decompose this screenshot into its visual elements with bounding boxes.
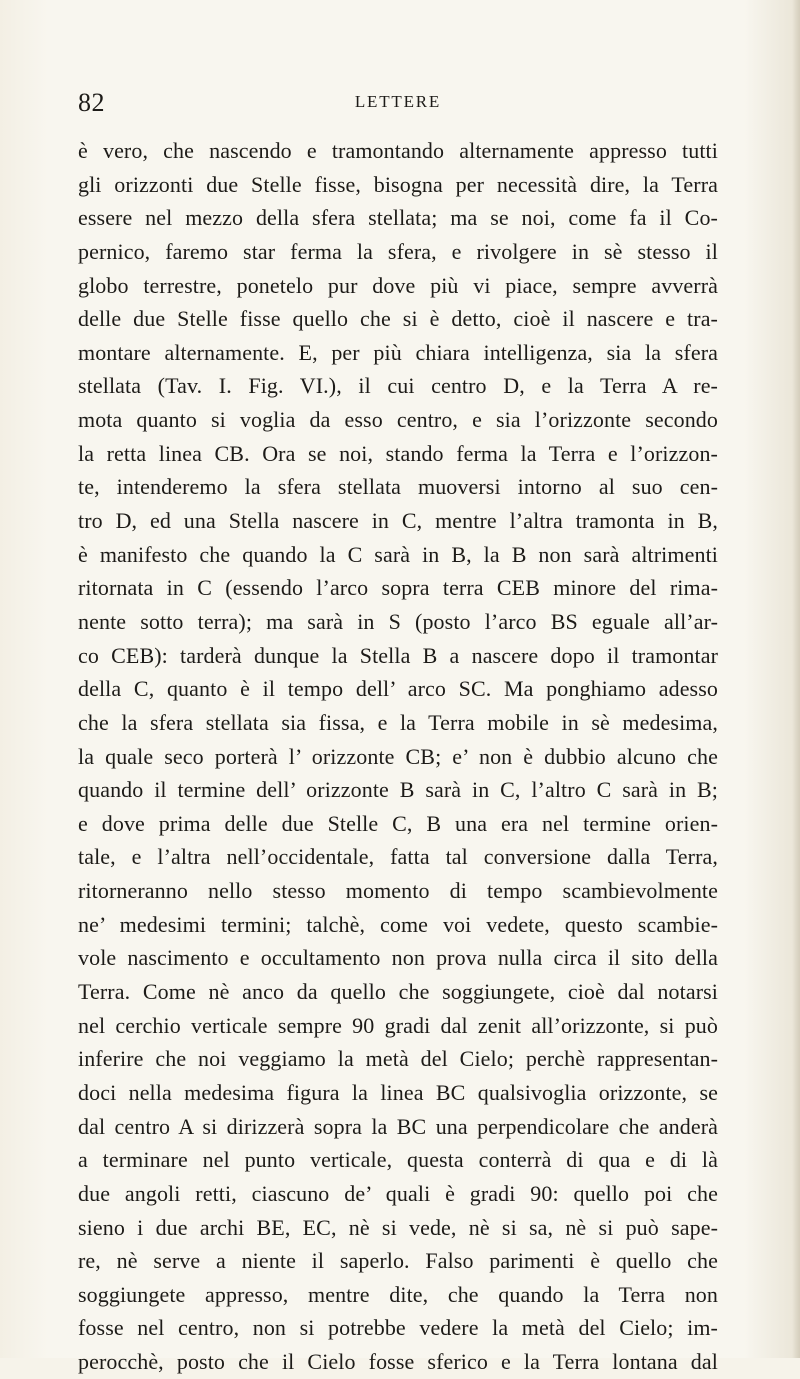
text-line: della C, quanto è il tempo dell’ arco SC. Ma ponghiamo adesso xyxy=(78,676,718,702)
text-line: tale, e l’altra nell’occidentale, fatta tal conversione dalla Terra, xyxy=(78,844,718,870)
text-line: che la sfera stellata sia fissa, e la Terra mobile in sè medesima, xyxy=(78,709,718,735)
text-line: globo terrestre, ponetelo pur dove più vi piace, sempre avverrà xyxy=(78,272,718,298)
text-line: re, nè serve a niente il saperlo. Falso parimenti è quello che xyxy=(78,1248,718,1274)
page-edge-shadow xyxy=(792,0,800,1358)
text-line: è vero, che nascendo e tramontando alternamente appresso tutti xyxy=(78,138,718,163)
text-line: doci nella medesima figura la linea BC qualsivoglia orizzonte, se xyxy=(78,1079,718,1105)
text-line: mota quanto si voglia da esso centro, e sia l’orizzonte secondo xyxy=(78,407,718,433)
text-line: delle due Stelle fisse quello che si è detto, cioè il nascere e tra- xyxy=(78,306,718,332)
running-title: LETTERE xyxy=(354,92,442,111)
text-line: montare alternamente. E, per più chiara intelligenza, sia la sfera xyxy=(78,339,718,365)
text-line: dal centro A si dirizzerà sopra la BC una perpendicolare che anderà xyxy=(78,1113,718,1139)
text-line: inferire che noi veggiamo la metà del Cielo; perchè rappresentan- xyxy=(78,1046,718,1072)
text-line: essere nel mezzo della sfera stellata; ma se noi, come fa il Co- xyxy=(78,205,718,231)
text-line: a terminare nel punto verticale, questa conterrà di qua e di là xyxy=(78,1147,718,1173)
text-line: fosse nel centro, non si potrebbe vedere la metà del Cielo; im- xyxy=(78,1315,718,1341)
text-line: gli orizzonti due Stelle fisse, bisogna per necessità dire, la Terra xyxy=(78,171,718,197)
text-line: ritorneranno nello stesso momento di tempo scambievolmente xyxy=(78,878,718,904)
text-line: soggiungete appresso, mentre dite, che quando la Terra non xyxy=(78,1281,718,1307)
text-line: la quale seco porterà l’ orizzonte CB; e’ non è dubbio alcuno che xyxy=(78,743,718,769)
text-line: Terra. Come nè anco da quello che soggiungete, cioè dal notarsi xyxy=(78,979,718,1005)
text-line: sieno i due archi BE, EC, nè si vede, nè si sa, nè si può sape- xyxy=(78,1214,718,1240)
text-line: co CEB): tarderà dunque la Stella B a nascere dopo il tramontar xyxy=(78,642,718,668)
text-line: vole nascimento e occultamento non prova nulla circa il sito della xyxy=(78,945,718,971)
text-line: pernico, faremo star ferma la sfera, e rivolgere in sè stesso il xyxy=(78,238,718,264)
text-line: quando il termine dell’ orizzonte B sarà in C, l’altro C sarà in B; xyxy=(78,777,718,803)
text-line: e dove prima delle due Stelle C, B una era nel termine orien- xyxy=(78,810,718,836)
text-line: te, intenderemo la sfera stellata muoversi intorno al suo cen- xyxy=(78,474,718,500)
text-line: due angoli retti, ciascuno de’ quali è gradi 90: quello poi che xyxy=(78,1180,718,1206)
text-line: nel cerchio verticale sempre 90 gradi dal zenit all’orizzonte, si può xyxy=(78,1012,718,1038)
text-line: stellata (Tav. I. Fig. VI.), il cui centro D, e la Terra A re- xyxy=(78,373,718,399)
text-line: perocchè, posto che il Cielo fosse sferico e la Terra lontana dal xyxy=(78,1349,718,1375)
page-number: 82 xyxy=(78,88,105,117)
text-line: tro D, ed una Stella nascere in C, mentre l’altra tramonta in B, xyxy=(78,508,718,534)
page-header xyxy=(78,88,718,118)
text-line: ritornata in C (essendo l’arco sopra terra CEB minore del rima- xyxy=(78,575,718,601)
text-line: è manifesto che quando la C sarà in B, la B non sarà altrimenti xyxy=(78,541,718,567)
text-line: ne’ medesimi termini; talchè, come voi vedete, questo scambie- xyxy=(78,911,718,937)
body-text xyxy=(78,134,718,1379)
text-line: la retta linea CB. Ora se noi, stando ferma la Terra e l’orizzon- xyxy=(78,440,718,466)
text-line: nente sotto terra); ma sarà in S (posto l’arco BS eguale all’ar- xyxy=(78,608,718,634)
